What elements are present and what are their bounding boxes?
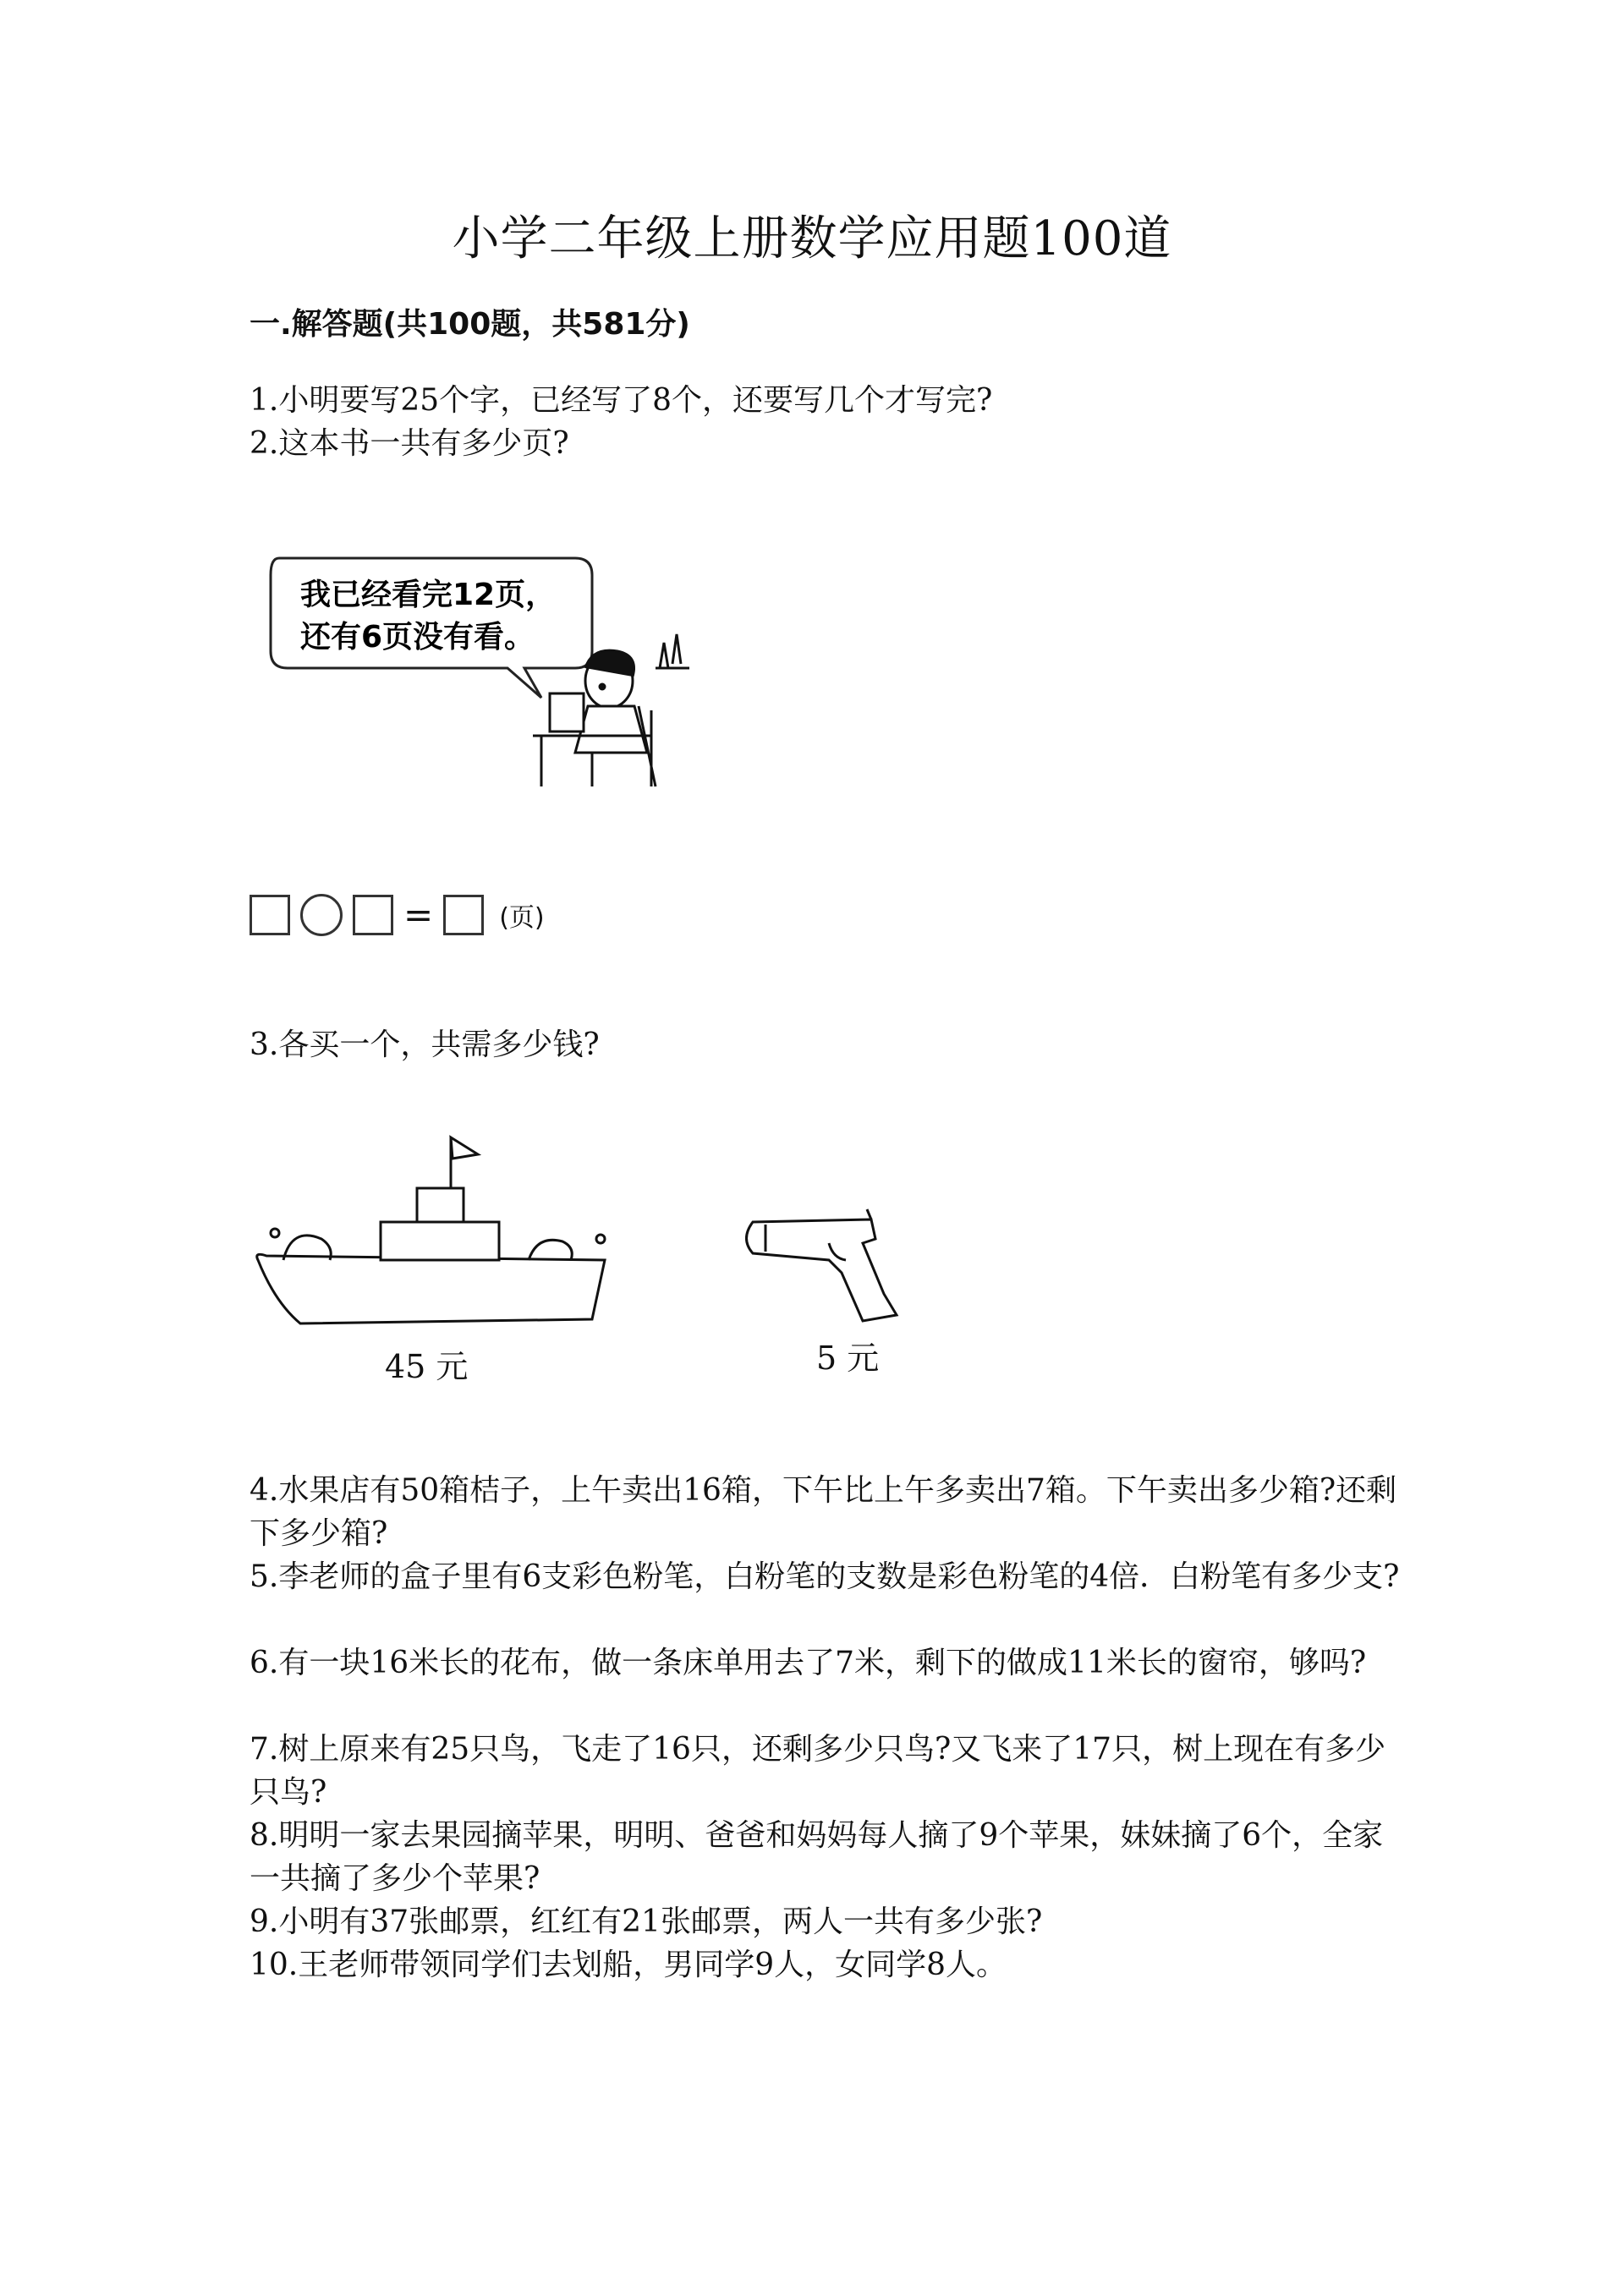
question-1: 1.小明要写25个字，已经写了8个，还要写几个才写完?	[250, 383, 993, 418]
ship-price: 45 元	[385, 1348, 469, 1385]
answer-box-result[interactable]	[443, 895, 484, 935]
gun-price: 5 元	[816, 1340, 880, 1377]
question-5: 5.李老师的盒子里有6支彩色粉笔，白粉笔的支数是彩色粉笔的4倍．白粉笔有多少支?	[250, 1559, 1400, 1594]
question-8: 8.明明一家去果园摘苹果，明明、爸爸和妈妈每人摘了9个苹果，妹妹摘了6个，全家一共摘了多少个苹果?	[250, 1818, 1384, 1896]
answer-box-1[interactable]	[250, 895, 290, 935]
equation-unit: (页)	[499, 903, 545, 933]
question-6: 6.有一块16米长的花布，做一条床单用去了7米，剩下的做成11米长的窗帘，够吗?	[250, 1646, 1367, 1680]
equals-sign: =	[403, 894, 434, 935]
question-3: 3.各买一个，共需多少钱?	[250, 1027, 600, 1062]
toy-ship-figure	[250, 1133, 630, 1345]
bubble-line-2: 还有6页没有看。	[300, 620, 535, 655]
question-4: 4.水果店有50箱桔子，上午卖出16箱，下午比上午多卖出7箱。下午卖出多少箱?还剩下多少箱?	[250, 1473, 1397, 1551]
operator-circle[interactable]	[300, 894, 343, 936]
ship-icon	[257, 1137, 605, 1323]
page-title: 小学二年级上册数学应用题100道	[452, 211, 1172, 266]
section-heading: 一.解答题(共100题，共581分)	[250, 307, 690, 342]
gun-icon	[747, 1209, 897, 1321]
question-10: 10.王老师带领同学们去划船，男同学9人，女同学8人。	[250, 1948, 1007, 1982]
reading-boy-figure	[254, 541, 702, 795]
question-7: 7.树上原来有25只鸟，飞走了16只，还剩多少只鸟?又飞来了17只，树上现在有多少只鸟?	[250, 1732, 1386, 1810]
question-2: 2.这本书一共有多少页?	[250, 426, 569, 461]
question-9: 9.小明有37张邮票，红红有21张邮票，两人一共有多少张?	[250, 1904, 1043, 1939]
toy-gun-figure	[736, 1201, 939, 1336]
bubble-line-1: 我已经看完12页，	[300, 578, 557, 612]
answer-box-2[interactable]	[353, 895, 393, 935]
equation-row	[250, 890, 545, 940]
